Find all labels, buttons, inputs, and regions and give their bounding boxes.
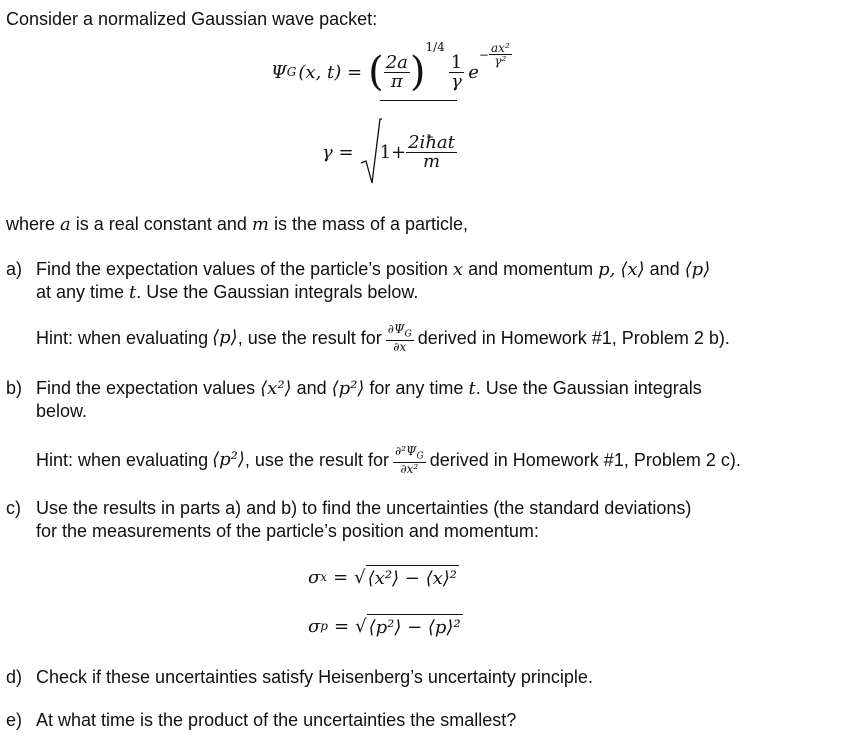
expect-x: ⟨x⟩ [620, 259, 645, 280]
part-a-line1 [36, 258, 710, 281]
part-d-text: Check if these uncertainties satisfy Heisenberg’s uncertainty principle. [36, 667, 593, 687]
where-text-3: is the mass of a particle, [268, 214, 469, 234]
one-plus: 1+ [379, 141, 407, 163]
part-b-hint [36, 440, 741, 480]
sigma-x-sub: x [320, 570, 328, 584]
psi-subscript: G [286, 65, 297, 79]
sigma-x-equation [308, 565, 459, 589]
gamma-equation [322, 116, 457, 188]
var-a: a [60, 214, 71, 235]
exp-base: e [468, 61, 479, 83]
expect-p2: ⟨p²⟩ [331, 378, 365, 399]
sigma-p-sub: p [320, 619, 328, 633]
prefactor-fraction [384, 51, 410, 92]
part-c-line1: Use the results in parts a) and b) to find the uncertainties (the standard deviations) [36, 498, 692, 518]
part-b-text-3: . Use the Gaussian integrals [475, 378, 702, 398]
sigma-p-equation [308, 614, 463, 638]
exponent-fraction [489, 42, 512, 67]
hint-b-text-3: derived in Homework #1, Problem 2 c). [429, 450, 741, 470]
where-text-1: where [6, 214, 61, 234]
part-a-text-4: . Use the Gaussian integrals below. [136, 282, 419, 302]
dpsi-num-sub: G [404, 329, 412, 340]
intro-text: Consider a normalized Gaussian wave packet: [6, 9, 378, 29]
part-a-line2 [36, 281, 418, 304]
gamma-denominator: γ [451, 70, 462, 92]
hint-expect-p2: ⟨p²⟩ [212, 449, 245, 470]
right-paren: ) [409, 49, 426, 95]
dpsi-numerator [386, 323, 414, 341]
one-numerator: 1 [450, 51, 463, 73]
expect-p: ⟨p⟩ [684, 259, 711, 280]
hint-b-text: Hint: when evaluating [36, 450, 209, 470]
prefactor-denominator: π [390, 70, 403, 92]
where-text-2: is a real constant and [70, 214, 252, 234]
exponent-numerator: ax² [490, 41, 510, 55]
part-a-text: Find the expectation values of the particle’s position [36, 259, 453, 279]
part-a-hint [36, 318, 730, 358]
sigma-p-symbol: σ [308, 615, 321, 637]
left-paren: ( [368, 49, 384, 95]
var-p: p, [598, 259, 616, 280]
hint-text-3: derived in Homework #1, Problem 2 b). [417, 328, 730, 348]
hint-text-2: , use the result for [237, 328, 382, 348]
d2psi-num-text: ∂²Ψ [394, 443, 417, 458]
var-t: t [129, 282, 137, 303]
sigma-x-symbol: σ [308, 566, 321, 588]
part-b-text-2: for any time [364, 378, 469, 398]
equals-sign: = [333, 566, 349, 588]
where-line [6, 213, 468, 236]
d2psi-dx2-fraction [393, 445, 426, 475]
expect-x2: ⟨x²⟩ [260, 378, 292, 399]
sigma-x-radicand: ⟨x²⟩ − ⟨x⟩² [366, 565, 459, 589]
exponent-denominator: γ² [494, 54, 507, 68]
part-d-label: d) [6, 667, 23, 687]
part-e-text: At what time is the product of the uncertainties the smallest? [36, 710, 517, 730]
one-over-gamma [449, 51, 464, 92]
prefactor-numerator: 2a [385, 51, 408, 73]
hint-text: Hint: when evaluating [36, 328, 209, 348]
dpsi-dx-fraction [386, 323, 414, 353]
part-b-label: b) [6, 378, 23, 398]
part-a-label: a) [6, 259, 23, 279]
gamma-frac-denominator: m [422, 150, 441, 172]
minus-sign: − [478, 47, 489, 62]
part-c-label: c) [6, 498, 21, 518]
prefactor-exponent: 1/4 [425, 40, 445, 54]
gamma-numerator: 2iħat [408, 131, 455, 153]
var-t-b: t [468, 378, 476, 399]
and-text-b: and [291, 378, 332, 398]
sigma-p-radicand: ⟨p²⟩ − ⟨p⟩² [367, 614, 463, 638]
part-b-text: Find the expectation values [36, 378, 261, 398]
hint-expect-p: ⟨p⟩ [212, 327, 238, 348]
sqrt-overline [380, 100, 457, 101]
part-c-line2: for the measurements of the particle’s position and momentum: [36, 521, 539, 541]
d2psi-numerator [393, 445, 426, 463]
gamma-fraction [406, 131, 457, 172]
exponent [479, 42, 512, 67]
sqrt-content [379, 131, 457, 172]
sqrt-icon-2: √ [355, 615, 367, 637]
sqrt-icon: √ [354, 566, 366, 588]
part-b-line2: below. [36, 401, 88, 421]
psi-equation [271, 40, 512, 104]
part-b-line1 [36, 377, 702, 400]
hint-b-text-2: , use the result for [244, 450, 389, 470]
dpsi-num-text: ∂Ψ [387, 321, 405, 336]
equals-sign-2: = [333, 615, 350, 637]
sqrt-sign [360, 117, 382, 187]
var-x: x [452, 259, 464, 280]
psi-args: (x, t) = [298, 61, 363, 83]
var-m: m [251, 214, 269, 235]
dpsi-denominator: ∂x [393, 340, 407, 355]
part-e-label: e) [6, 710, 23, 730]
and-text: and [644, 259, 685, 279]
part-a-text-2: and momentum [463, 259, 599, 279]
gamma-lhs: γ = [322, 141, 354, 163]
d2psi-denominator: ∂x² [400, 462, 419, 477]
psi-symbol: Ψ [271, 61, 287, 83]
part-a-text-3: at any time [36, 282, 130, 302]
d2psi-num-sub: G [416, 451, 424, 462]
